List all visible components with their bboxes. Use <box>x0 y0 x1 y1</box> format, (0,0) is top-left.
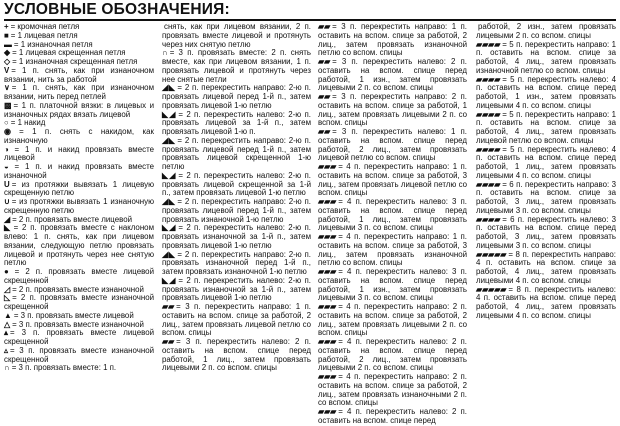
stitch-symbol-icon: ◆ <box>4 48 11 58</box>
legend-entry-text: = 4 п. перекрестить налево: 3 п. оставить на вспом. спице перед работой, 1 лиц., затем провязать лицевыми 3 п. со вспом. спицы <box>318 197 467 233</box>
legend-entry-text: снять, как при лицевом вязании, 2 п. провязать вместе лицевой и протянуть через них снятую петлю <box>162 22 311 49</box>
stitch-symbol-icon: ▩ <box>4 100 12 110</box>
legend-entry <box>318 128 467 163</box>
legend-entry <box>476 251 616 286</box>
legend-entry <box>4 102 154 120</box>
stitch-symbol-icon: ◢◣ <box>162 197 176 206</box>
stitch-symbol-icon: ◣◢ <box>162 275 177 285</box>
legend-entry-text: = 3 п. провязать вместе лицевой <box>13 310 134 320</box>
legend-entry <box>4 163 154 181</box>
legend-entry <box>476 41 616 76</box>
legend-entry <box>162 303 311 338</box>
stitch-symbol-icon: ◢◣ <box>162 135 176 145</box>
legend-entry-text: = 2 п. перекрестить направо: 2-ю п. провязать лицевой перед 1-й п., затем провязать лицевой скрещенной 1-ю петлю <box>162 135 311 171</box>
stitch-symbol-icon: ▰▰ <box>162 337 175 346</box>
legend-entry <box>4 268 154 286</box>
stitch-symbol-icon: U <box>4 179 10 189</box>
legend-entry-text: = 1 п. и накид провязать вместе изнаночной <box>4 162 154 180</box>
legend-entry-text: = 3 п. провязать вместе лицевой скрещенной <box>4 328 154 346</box>
legend-entry <box>4 181 154 199</box>
stitch-symbol-icon: ◣ <box>4 223 12 233</box>
legend-entry <box>318 338 467 373</box>
legend-entry-text: = 2 п. провязать вместе изнаночной скрещенной <box>4 293 154 311</box>
legend-entry <box>318 268 467 303</box>
stitch-symbol-icon: ▰▰▰ <box>318 302 337 311</box>
legend-entry-text: = 3 п. провязать вместе изнаночной скрещенной <box>4 345 154 364</box>
legend-entry <box>476 111 616 146</box>
legend-entry-text: = 2 п. перекрестить налево: 2-ю п. провязать изнаночной за 1-й п., затем провязать лицевой 1-ю петлю <box>162 275 311 303</box>
stitch-symbol-icon: ▰▰▰ <box>318 267 337 276</box>
legend-entry-text: = 2 п. перекрестить направо: 2-ю п. провязать лицевой перед 1-й п., затем провязать лицевой 1-ю петлю <box>162 83 311 110</box>
stitch-symbol-icon: ◺ <box>4 293 11 303</box>
legend-entry <box>318 408 467 426</box>
stitch-symbol-icon: ▰▰ <box>162 302 175 311</box>
legend-entry-text: = 4 п. перекрестить налево: 3 п. оставить на вспом. спице перед работой, 1 изн., затем провязать лицевыми 3 п. со вспом. спицы <box>318 267 467 303</box>
legend-entry <box>4 224 154 268</box>
legend-entry-text: = 3 п. перекрестить направо: 2 п. оставить на вспом. спице за работой, 1 лиц., затем провязать лицевыми 2 п. со вспом. спицы <box>318 92 467 128</box>
stitch-symbol-icon: ▰▰ <box>318 57 331 66</box>
legend-entry <box>4 67 154 85</box>
page-title: УСЛОВНЫЕ ОБОЗНАЧЕНИЯ: <box>4 1 230 18</box>
stitch-symbol-icon: ◉ <box>4 127 18 136</box>
legend-entry <box>162 338 311 373</box>
stitch-symbol-icon: ∪ <box>4 197 10 206</box>
legend-column-1 <box>4 23 154 373</box>
legend-entry <box>476 286 616 321</box>
legend-entry <box>162 251 311 277</box>
legend-entry-text: работой, 2 изн., затем провязать лицевыми 2 п. со вспом. спицы <box>476 22 616 40</box>
stitch-symbol-icon: ◇ <box>4 57 11 66</box>
legend-entry <box>318 233 467 268</box>
stitch-symbol-icon: ○ <box>4 118 9 128</box>
stitch-symbol-icon: ◢ <box>4 214 11 224</box>
stitch-symbol-icon: ◑ <box>4 144 13 154</box>
legend-entry-text: = 6 п. перекрестить налево: 3 п. оставить на вспом. спице перед работой, 3 лиц., затем провязать лицевыми 3 п. со вспом. спицы <box>476 214 616 250</box>
stitch-symbol-icon: ▴ <box>4 328 8 338</box>
stitch-symbol-icon: ◣◢ <box>162 170 177 180</box>
legend-entry-text: = 3 п. провязать вместе изнаночной <box>12 319 144 329</box>
legend-entry-text: = 2 п. провязать вместе лицевой скрещенной <box>4 267 154 285</box>
legend-entry <box>4 347 154 365</box>
legend-entry <box>318 58 467 93</box>
legend-entry-text: = 3 п. перекрестить налево: 2 п. оставить на вспом. спице перед работой, 1 изн., затем провязать лицевыми 2 п. со вспом. спицы <box>318 57 467 93</box>
legend-entry <box>162 172 311 198</box>
stitch-symbol-icon: V <box>4 65 10 75</box>
legend-entry-text: = 1 п. и накид провязать вместе лицевой <box>4 144 154 163</box>
legend-entry-text: = 3 п. перекрестить направо: 1 п. оставить на вспом. спице за работой, 2 лиц., затем провязать лицевой петлю со вспом. спицы <box>162 302 311 338</box>
legend-column-3 <box>318 23 467 426</box>
stitch-symbol-icon: ▰▰▰▰▰ <box>476 249 507 259</box>
legend-entry-text: = 5 п. перекрестить направо: 1 п. оставить на вспом. спице за работой, 4 лиц., затем провязать изнаночной петлю со вспом. спицы <box>476 39 616 75</box>
legend-entry-text: = 3 п. перекрестить налево: 1 п. оставить на вспом. спице перед работой, 2 лиц., затем провязать лицевой петлю со вспом. спицы <box>318 127 467 163</box>
stitch-symbol-icon: ▰▰▰ <box>318 372 337 381</box>
legend-entry-text: = 5 п. перекрестить налево: 4 п. оставить на вспом. спице перед работой, 1 лиц., затем провязать лицевыми 4 п. со вспом. спицы <box>476 144 616 180</box>
legend-entry-text: = 5 п. перекрестить направо: 1 п. оставить на вспом. спице за работой, 4 лиц., затем провязать лицевой петлю со вспом. спицы <box>476 109 616 145</box>
legend-entry <box>476 216 616 251</box>
legend-entry-text: = 4 п. перекрестить направо: 1 п. оставить на вспом. спице за работой, 3 лиц., затем провязать лицевой петлю со вспом. спицы <box>318 162 467 198</box>
legend-entry-text: = 5 п. перекрестить налево: 4 п. оставить на вспом. спице перед работой, 1 изн., затем провязать лицевыми 4 п. со вспом. спицы <box>476 74 616 110</box>
stitch-symbol-icon: ∩ <box>4 363 10 373</box>
stitch-symbol-icon: ◢◣ <box>162 249 176 259</box>
legend-entry <box>162 84 311 110</box>
legend-entry-text: = 1 накид <box>10 118 46 128</box>
stitch-symbol-icon: ▰▰▰▰ <box>476 74 501 84</box>
legend-entry-text: = 4 п. перекрестить направо: 1 п. оставить на вспом. спице за работой, 3 лиц., затем провязать изнаночной петлю со вспом. спицы <box>318 232 467 268</box>
stitch-symbol-icon: ▵ <box>4 345 8 355</box>
legend-entry <box>162 23 311 49</box>
legend-entry-text: = 2 п. перекрестить налево: 2-ю п. провязать лицевой за 1-й п., затем провязать лицевой 1-ю п. <box>162 109 311 136</box>
legend-entry-text: = 4 п. перекрестить направо: 2 п. оставить на вспом. спице за работой, 2 лиц., затем провязать изнаночными 2 п. со вспом. спицы <box>318 372 467 408</box>
legend-column-2 <box>162 23 311 373</box>
stitch-symbol-icon: ■ <box>4 30 9 40</box>
stitch-symbol-icon: ◒ <box>4 162 13 171</box>
stitch-symbol-icon: △ <box>4 319 11 329</box>
legend-entry <box>4 128 154 146</box>
title-underline <box>4 19 616 21</box>
stitch-symbol-icon: ▲ <box>4 310 12 320</box>
stitch-symbol-icon: ▰▰▰ <box>318 337 337 346</box>
stitch-symbol-icon: + <box>4 22 9 31</box>
stitch-symbol-icon: ◢◣ <box>162 83 176 93</box>
legend-entry-text: = 2 п. провязать вместе изнаночной <box>12 284 144 294</box>
legend-entry <box>476 181 616 216</box>
stitch-symbol-icon: ∩ <box>162 48 168 58</box>
legend-entry-text: = 1 изнаночная петля <box>13 39 93 49</box>
legend-entry-text: = 2 п. перекрестить налево: 2-ю п. провязать изнаночной за 1-й п., затем провязать лицевой 1-ю петлю <box>162 223 311 250</box>
legend-entry <box>162 49 311 84</box>
stitch-symbol-icon: ▰▰▰▰▰ <box>476 284 507 294</box>
stitch-symbol-icon: ▰▰▰ <box>318 162 337 171</box>
legend-entry-text: = 4 п. перекрестить налево: 2 п. оставить на вспом. спице перед работой, 2 лиц., затем провязать лицевыми 2 п. со вспом. спицы <box>318 337 467 373</box>
legend-entry <box>318 373 467 408</box>
legend-column-4 <box>476 23 616 321</box>
legend-entry-text: = 1 п. снять с накидом, как изнаночную <box>4 127 154 145</box>
legend-entry-text: = 2 п. провязать вместе с наклоном влево: 1 п. снять, как при лицевом вязании, следующую петлю провязать лицевой и протянуть через нее снятую петлю <box>4 223 154 268</box>
stitch-symbol-icon: ▰▰ <box>318 127 331 136</box>
stitch-symbol-icon: ▰▰▰ <box>318 232 337 241</box>
legend-entry-text: = 1 п. снять, как при изнаночном вязании, нить перед петлей <box>4 83 154 101</box>
legend-entry <box>318 23 467 58</box>
legend-entry <box>4 294 154 312</box>
legend-entry-text: = 1 изнаночная скрещенная петля <box>12 57 138 66</box>
legend-entry-text: = 2 п. перекрестить налево: 2-ю п. провязать лицевой скрещенной за 1-й п., затем провязать лицевой 1-ю петлю <box>162 170 311 198</box>
legend-entry <box>476 23 616 41</box>
legend-entry <box>162 198 311 224</box>
legend-entry-text: = 3 п. провязать вместе: 1 п. <box>11 363 117 373</box>
stitch-symbol-icon: ▰▰▰▰ <box>476 144 501 154</box>
stitch-symbol-icon: ▰▰▰▰ <box>476 109 501 119</box>
legend-entry-text: = 1 п. снять, как при изнаночном вязании, нить за работой <box>4 65 154 84</box>
stitch-symbol-icon: ● <box>4 267 13 276</box>
legend-entry <box>318 163 467 198</box>
legend-entry-text: = 2 п. перекрестить направо: 2-ю п. провязать лицевой перед 1-й п., затем провязать изнаночной 1-ю петлю <box>162 197 311 224</box>
legend-entry <box>4 198 154 216</box>
stitch-symbol-icon: ▰▰▰ <box>318 407 337 416</box>
legend-entry-text: = 4 п. перекрестить направо: 2 п. оставить на вспом. спице за работой, 2 лиц., затем провязать лицевыми 2 п. со вспом. спицы <box>318 302 467 338</box>
legend-entry <box>162 111 311 137</box>
legend-entry <box>162 224 311 250</box>
legend-entry <box>4 84 154 102</box>
legend-entry-text: = 3 п. перекрестить налево: 2 п. оставить на вспом. спице перед работой, 1 лиц., затем провязать лицевыми 2 п. со вспом. спицы <box>162 337 311 373</box>
legend-entry-text: = 3 п. провязать вместе: 2 п. снять вместе, как при лицевом вязании, 1 п. провязать лицевой и протянуть через нее снятые петли <box>162 48 311 84</box>
legend-entry <box>476 146 616 181</box>
legend-entry-text: = 3 п. перекрестить направо: 1 п. оставить на вспом. спице за работой, 2 лиц., затем провязать изнаночной петлю со вспом. спицы <box>318 22 467 58</box>
stitch-symbol-icon: ◿ <box>4 284 11 294</box>
legend-entry <box>162 277 311 303</box>
legend-entry-text: = кромочная петля <box>10 22 80 31</box>
legend-entry-text: = 4 п. перекрестить налево: 2 п. оставить на вспом. спице перед <box>318 407 467 425</box>
legend-entry <box>162 137 311 172</box>
legend-entry-text: = 1 лицевая скрещенная петля <box>12 48 126 58</box>
stitch-symbol-icon: ∨ <box>4 83 10 93</box>
legend-entry-text: = из протяжки вывязать 1 изнаночную скрещенную петлю <box>4 197 154 215</box>
legend-entry-text: = 1 п. платочной вязки: в лицевых и изнаночных рядах вязать лицевой <box>4 100 154 119</box>
stitch-symbol-icon: ▰▰ <box>318 22 331 31</box>
stitch-symbol-icon: ▰▰▰ <box>318 197 337 206</box>
legend-entry-text: = 2 п. перекрестить направо: 2-ю п. провязать изнаночной перед 1-й п., затем провязать изнаночной 1-ю петлю <box>162 249 311 276</box>
legend-entry-text: = из протяжки вывязать 1 лицевую скрещенную петлю <box>4 179 154 198</box>
legend-entry <box>4 146 154 164</box>
legend-entry-text: = 2 п. провязать вместе лицевой <box>12 214 132 224</box>
legend-entry-text: = 8 п. перекрестить направо: 4 п. оставить на вспом. спице за работой, 4 лиц., затем провязать лицевыми 4 п. со вспом. спицы <box>476 249 616 285</box>
stitch-symbol-icon: ▰▰▰▰ <box>476 179 501 189</box>
legend-entry <box>4 364 154 373</box>
legend-entry <box>318 198 467 233</box>
legend-entry <box>476 76 616 111</box>
stitch-symbol-icon: ◣◢ <box>162 223 177 233</box>
legend-entry <box>318 303 467 338</box>
legend-entry-text: = 8 п. перекрестить налево: 4 п. оставить на вспом. спице перед работой, 4 лиц., затем провязать лицевыми 4 п. со вспом. спицы <box>476 284 616 320</box>
stitch-symbol-icon: ◣◢ <box>162 109 177 119</box>
legend-entry-text: = 6 п. перекрестить направо: 3 п. оставить на вспом. спице за работой, 3 лиц., затем провязать лицевыми 3 п. со вспом. спицы <box>476 179 616 215</box>
stitch-symbol-icon: ▰▰ <box>318 92 331 101</box>
stitch-symbol-icon: ▰▰▰▰ <box>476 39 501 49</box>
legend-entry <box>318 93 467 128</box>
stitch-symbol-icon: ▰▰▰▰ <box>476 214 501 224</box>
legend-entry <box>4 329 154 347</box>
stitch-symbol-icon: ▬ <box>4 39 12 49</box>
legend-entry-text: = 1 лицевая петля <box>10 30 78 40</box>
